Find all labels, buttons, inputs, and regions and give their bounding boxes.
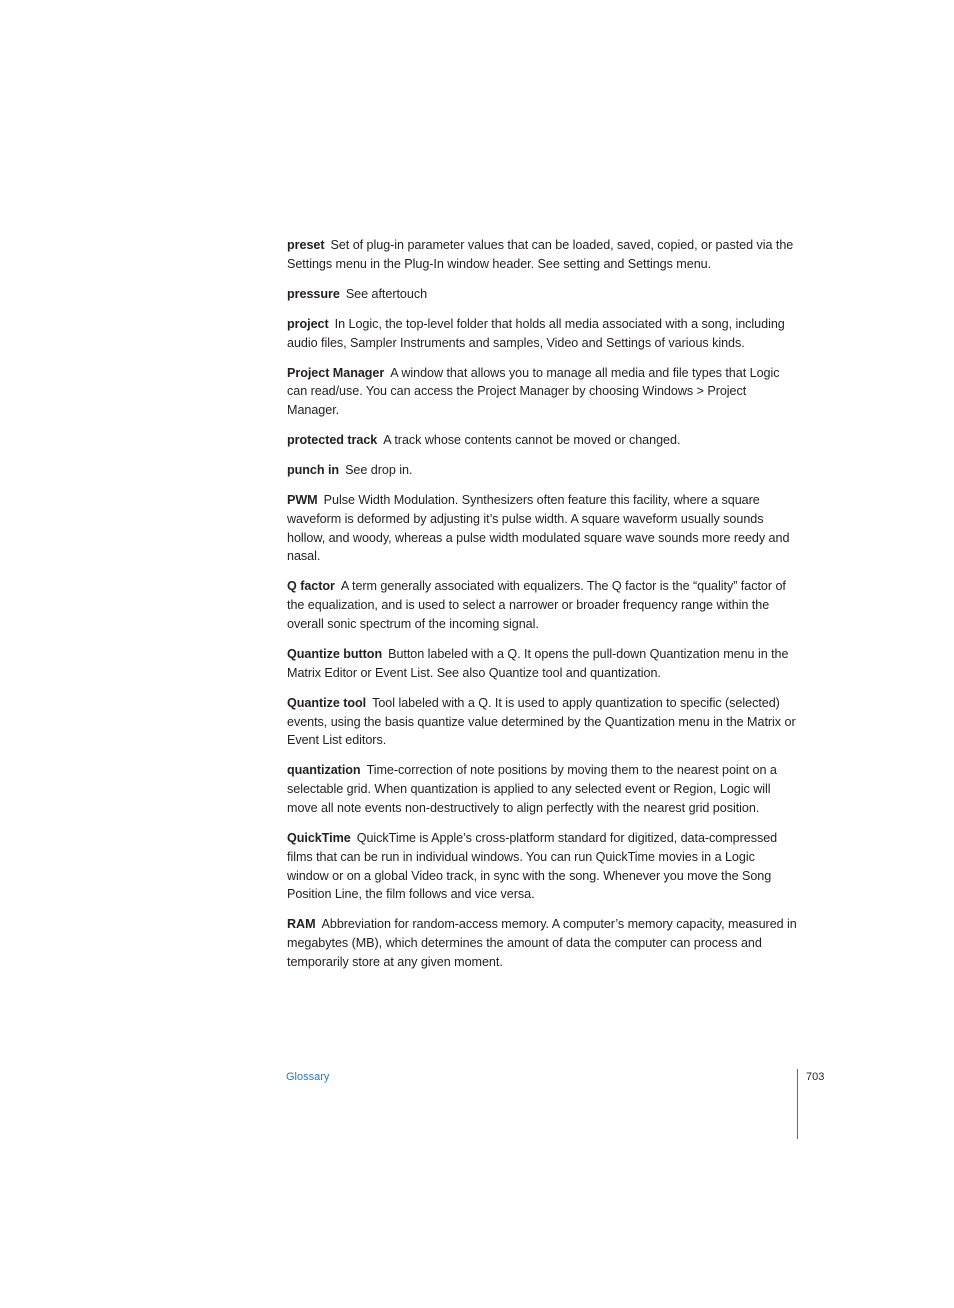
entry-term: pressure (287, 286, 340, 301)
entry-term: Q factor (287, 579, 335, 594)
entry-term: quantization (287, 763, 361, 778)
glossary-entry-quantize-tool (287, 694, 797, 750)
entry-definition: A track whose contents cannot be moved or changed. (383, 433, 681, 448)
glossary-entry-quantization (287, 761, 797, 817)
entry-definition: See aftertouch (345, 286, 428, 301)
entry-definition: QuickTime is Apple’s cross-platform standard for digitized, data-compressed films that can be run in individual windows. You can run QuickTime movies in a Logic window or on a global Video track, in sync with the song. Whenever you move the Song Position Line, the film follows and vice versa. (287, 830, 778, 902)
entry-definition: Tool labeled with a Q. It is used to apply quantization to specific (selected) events, using the basis quantize value determined by the Quantization menu in the Matrix or Event List editors. (287, 695, 796, 748)
entry-term: project (287, 316, 329, 331)
entry-term: PWM (287, 493, 318, 508)
glossary-entry-project (287, 315, 797, 353)
glossary-entry-quantize-button (287, 645, 797, 683)
page-number: 703 (806, 1071, 825, 1083)
footer-section-label: Glossary (286, 1071, 330, 1083)
footer-divider (797, 1069, 798, 1139)
glossary-entry-punch-in (287, 461, 797, 480)
entry-definition: A window that allows you to manage all media and file types that Logic can read/use. You can access the Project Manager by choosing Windows > Project Manager. (287, 365, 780, 418)
glossary-entry-ram (287, 915, 797, 971)
entry-definition: Set of plug-in parameter values that can be loaded, saved, copied, or pasted via the Settings menu in the Plug-In window header. See setting and Settings menu. (287, 238, 794, 271)
entry-term: punch in (287, 463, 340, 478)
entry-definition: A term generally associated with equalizers. The Q factor is the “quality” factor of the equalization, and is used to select a narrower or broader frequency range within the overall sonic spectrum of the incoming signal. (287, 579, 786, 632)
entry-definition: In Logic, the top-level folder that holds all media associated with a song, including audio files, Sampler Instruments and samples, Video and Settings of various kinds. (287, 316, 785, 350)
entry-definition: Pulse Width Modulation. Synthesizers often feature this facility, where a square waveform is deformed by adjusting it’s pulse width. A square waveform usually sounds hollow, and woody, whereas a pulse width modulated square wave sounds more reedy and nasal. (287, 493, 790, 564)
glossary-entries (287, 236, 797, 983)
entry-definition: Button labeled with a Q. It opens the pull-down Quantization menu in the Matrix Editor or Event List. See also Quantize tool and quantization. (287, 647, 789, 680)
entry-definition: Time-correction of note positions by moving them to the nearest point on a selectable grid. When quantization is applied to any selected event or Region, Logic will move all note events non-destructively to align perfectly with the nearest grid position. (287, 763, 777, 815)
entry-definition: See drop in. (345, 463, 413, 478)
glossary-entry-q-factor (287, 577, 797, 633)
entry-term: protected track (287, 433, 378, 448)
entry-term: Quantize tool (287, 695, 367, 710)
glossary-entry-quicktime (287, 829, 797, 904)
glossary-entry-pressure (287, 285, 797, 304)
entry-term: Project Manager (287, 365, 385, 380)
entry-term: preset (287, 238, 325, 252)
glossary-entry-preset (287, 236, 797, 274)
glossary-entry-pwm (287, 491, 797, 566)
entry-term: QuickTime (287, 830, 351, 845)
entry-term: Quantize button (287, 647, 383, 662)
glossary-entry-project-manager (287, 364, 797, 420)
entry-definition: Abbreviation for random-access memory. A computer’s memory capacity, measured in megabytes (MB), which determines the amount of data the computer can process and temporarily store at any given moment. (287, 917, 797, 969)
glossary-entry-protected-track (287, 431, 797, 450)
entry-term: RAM (287, 917, 316, 932)
